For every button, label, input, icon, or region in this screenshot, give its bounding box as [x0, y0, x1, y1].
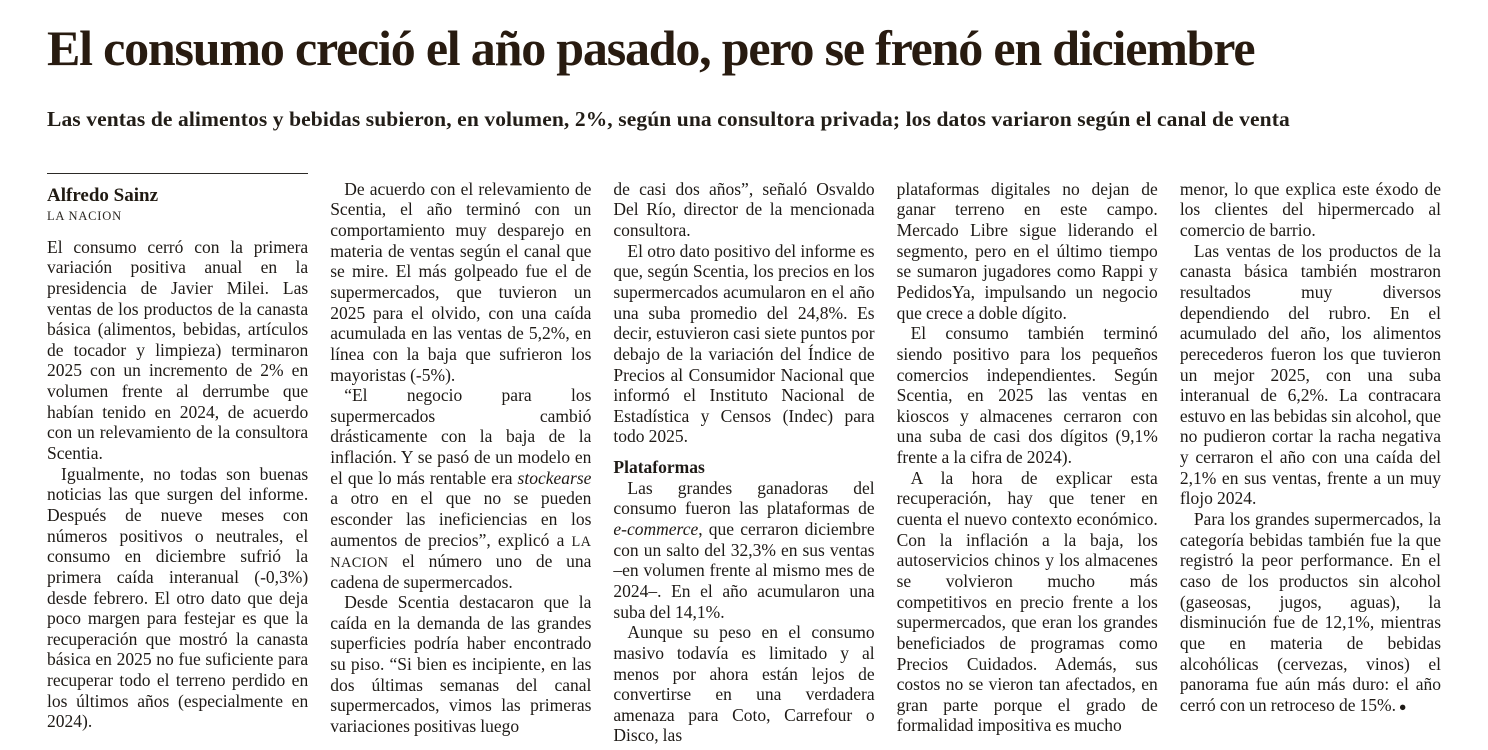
column-body-3	[613, 179, 874, 745]
article-paragraph	[1180, 179, 1441, 241]
article-paragraph	[613, 241, 874, 447]
article-column-3	[613, 173, 874, 745]
text-segment: El consumo cerró con la primera variación positiva anual en la presidencia de Javier Milei. Las ventas de los productos de la canasta básica (alimentos, bebidas, artículos de tocador y limpieza) terminaron 2025 con un incremento de 2% en volumen frente al derrumbe que habían tenido en 2024, de acuerdo con un relevamiento de la consultora Scentia.	[47, 236, 309, 464]
text-segment: A la hora de explicar esta recuperación, hay que tener en cuenta el nuevo contexto económico. Con la inflación a la baja, los autoservicios chinos y los almacenes se volvieron mucho más competitivos en precio frente a los supermercados, que eran los grandes beneficiados de programas como Precios Cuidados. Además, sus costos no se vieron tan afectados, en gran parte porque el grado de formalidad impositiva es mucho	[896, 467, 1158, 736]
column-body-1	[47, 237, 308, 732]
article-paragraph	[897, 323, 1158, 467]
page-title: El consumo creció el año pasado, pero se frenó en diciembre	[47, 20, 1255, 76]
article-paragraph	[47, 464, 308, 732]
text-segment: “El negocio para los supermercados cambió drásticamente con la baja de la inflación. Y se pasó de un modelo en el que lo más rentable era	[330, 385, 592, 488]
text-segment-italic: e-commerce	[613, 519, 699, 540]
column-body-5	[1180, 179, 1441, 716]
article-columns	[47, 173, 1441, 745]
article-paragraph	[330, 385, 591, 592]
byline-rule	[47, 173, 308, 174]
article-paragraph	[1180, 509, 1441, 715]
article-paragraph	[1180, 241, 1441, 509]
article-column-1	[47, 173, 308, 745]
text-segment: El otro dato positivo del informe es que, según Scentia, los precios en los supermercados acumularon en el año una suba promedio del 24,8%. Es decir, estuvieron casi siete puntos por debajo de la variación del Índice de Precios al Consumidor Nacional que informó el Instituto Nacional de Estadística y Censos (Indec) para todo 2025.	[613, 240, 875, 447]
text-segment: menor, lo que explica este éxodo de los clientes del hipermercado al comercio de barrio.	[1179, 178, 1441, 241]
article-paragraph	[897, 468, 1158, 736]
text-segment: Aunque su peso en el consumo masivo todavía es limitado y al menos por ahora están lejos de convertirse en una verdadera amenaza para Coto, Carrefour o Disco, las	[613, 622, 875, 745]
text-segment: De acuerdo con el relevamiento de Scentia, el año terminó con un comportamiento muy desparejo en materia de ventas según el canal que se mire. El más golpeado fue el de supermercados, que tuvieron un 2025 para el olvido, con una caída acumulada en las ventas de 5,2%, en línea con la baja que sufrieron los mayoristas (-5%).	[330, 178, 592, 385]
text-segment-italic: stockearse	[517, 467, 592, 488]
text-segment: de casi dos años”, señaló Osvaldo Del Río, director de la mencionada consultora.	[613, 178, 875, 241]
column-body-2	[330, 179, 591, 737]
article-paragraph	[613, 478, 874, 622]
text-segment-smallcaps: LA NACION	[330, 533, 592, 571]
article-paragraph	[47, 237, 308, 464]
text-segment: Para los grandes supermercados, la categoría bebidas también fue la que registró la peor performance. En el caso de los productos sin alcohol (gaseosas, jugos, aguas), la disminución fue de 12,1%, mientras que en materia de bebidas alcohólicas (cervezas, vinos) el panorama fue aún más duro: el año cerró con un retroceso de 15%.	[1179, 509, 1441, 715]
outlet-name: LA NACION	[47, 208, 122, 223]
text-segment: Igualmente, no todas son buenas noticias las que surgen del informe. Después de nueve meses con números positivos o neutrales, el consumo en diciembre sufrió la primera caída interanual (-0,3%) desde febrero. El otro dato que deja poco margen para festejar es que la recuperación que mostró la canasta básica en 2025 no fue suficiente para recuperar todo el terreno perdido en los últimos años (especialmente en 2024).	[47, 463, 309, 732]
article-paragraph	[330, 179, 591, 385]
column-body-4	[897, 179, 1158, 736]
text-segment: el número uno de una cadena de supermercados.	[330, 550, 592, 592]
article-column-4	[897, 173, 1158, 745]
text-segment: Desde Scentia destacaron que la caída en la demanda de las grandes superficies podría haber encontrado su piso. “Si bien es incipiente, en las dos últimas semanas del canal supermercados, vimos las primeras variaciones positivas luego	[330, 592, 592, 737]
text-segment: plataformas digitales no dejan de ganar terreno en este campo. Mercado Libre sigue liderando el segmento, pero en el último tiempo se sumaron jugadores como Rappi y PedidosYa, impulsando un negocio que crece a doble dígito.	[896, 178, 1158, 323]
article-column-2	[330, 173, 591, 745]
byline	[47, 173, 308, 224]
article-paragraph	[613, 179, 874, 241]
article-paragraph	[613, 622, 874, 745]
text-segment: El consumo también terminó siendo positivo para los pequeños comercios independientes. Según Scentia, en 2025 las ventas en kioscos y almacenes cerraron con una suba de casi dos dígitos (9,1% frente a la cifra de 2024).	[896, 323, 1158, 468]
text-segment: Las ventas de los productos de la canasta básica también mostraron resultados muy diversos dependiendo del rubro. En el acumulado del año, los alimentos perecederos fueron los que tuvieron un mejor 2025, con una suba interanual de 6,2%. La contracara estuvo en las bebidas sin alcohol, que no pudieron cortar la racha negativa y cerraron el año con una caída del 2,1% en sus ventas, frente a un muy flojo 2024.	[1179, 240, 1441, 509]
author-name: Alfredo Sainz	[47, 184, 159, 206]
article-paragraph	[330, 592, 591, 736]
text-segment-bullet: ●	[1396, 699, 1407, 714]
text-segment: Las grandes ganadoras del consumo fueron las plataformas de	[613, 477, 875, 519]
article-subtitle: Las ventas de alimentos y bebidas subieron, en volumen, 2%, según una consultora privada; los datos variaron según el canal de venta	[47, 107, 1290, 131]
text-segment: a otro en el que no se pueden esconder las ineficiencias en los aumentos de precios”, explicó a	[330, 488, 592, 550]
text-segment: Plataformas	[613, 457, 705, 478]
text-segment: , que cerraron diciembre con un salto del 32,3% en sus ventas –en volumen frente al mismo mes de 2024–. En el año acumularon una suba del 14,1%.	[613, 519, 875, 622]
section-subhead	[613, 457, 874, 478]
article-paragraph	[897, 179, 1158, 323]
article-column-5	[1180, 173, 1441, 745]
